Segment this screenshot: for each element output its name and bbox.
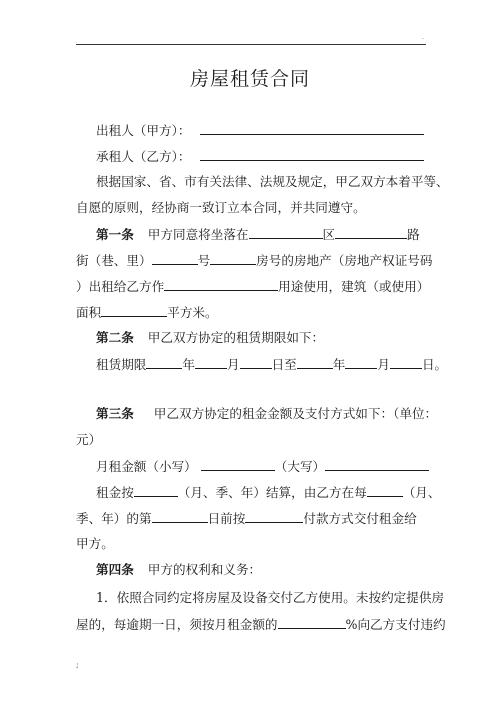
article-1-line-1: 第一条 甲方同意将坐落在 区 路 [96, 227, 420, 242]
article-1-line-4: 面积 平方米。 [76, 305, 218, 320]
preamble-line-2: 自愿的原则，经协商一致订立本合同，并共同遵守。 [76, 200, 366, 215]
lessor-blank[interactable] [200, 121, 424, 135]
article-3-line-2: 元） [76, 432, 102, 447]
article-3-line-1: 第三条 甲乙双方协定的租金金额及支付方式如下：（单位： [96, 406, 438, 421]
header-rule [76, 44, 426, 45]
article-3-line-4: 租金按 （月、季、年）结算，由乙方在每 （月、 [96, 485, 441, 500]
district-blank[interactable] [249, 225, 323, 239]
footer-mark: ; [76, 660, 79, 669]
end-day-blank[interactable] [390, 355, 422, 369]
lane-blank[interactable] [152, 251, 198, 265]
lessor-label: 出租人（甲方）： [96, 123, 191, 138]
article-2-line-1: 第二条 甲乙双方协定的租赁期限如下： [96, 330, 325, 345]
rent-small-blank[interactable] [201, 457, 275, 471]
day-no-blank[interactable] [152, 509, 208, 523]
rent-big-blank[interactable] [325, 457, 429, 471]
lessee-line [96, 147, 424, 166]
article-3-line-5: 季、年）的第 日前按 付款方式交付租金给 [76, 511, 417, 526]
start-day-blank[interactable] [240, 355, 272, 369]
article-1-line-2: 街（巷、里） 号 房号的房地产（房地产权证号码 [76, 253, 433, 268]
each-period-blank[interactable] [367, 483, 403, 497]
article-1-heading: 第一条 [96, 227, 134, 242]
number-blank[interactable] [210, 251, 256, 265]
penalty-rate-blank[interactable] [278, 615, 346, 629]
start-month-blank[interactable] [195, 355, 227, 369]
use-blank[interactable] [164, 277, 278, 291]
area-blank[interactable] [101, 303, 167, 317]
article-4-line-1: 第四条 甲方的权利和义务： [96, 562, 262, 577]
settle-period-blank[interactable] [134, 483, 178, 497]
article-4-item-1-line-1: 1．依照合同约定将房屋及设备交付乙方使用。未按约定提供房 [96, 590, 445, 605]
road-blank[interactable] [335, 225, 407, 239]
lessee-blank[interactable] [200, 147, 424, 161]
article-3-line-6: 甲方。 [76, 536, 114, 551]
article-2-line-2: 租赁期限 年 月 日至 年 月 日。 [96, 357, 448, 372]
end-year-blank[interactable] [297, 355, 333, 369]
start-year-blank[interactable] [146, 355, 182, 369]
article-1-line-3: ）出租给乙方作 用途使用，建筑（或使用） [76, 279, 430, 294]
article-4-item-1-line-2: 屋的，每逾期一日，须按月租金额的 %向乙方支付违约 [76, 617, 446, 632]
lessee-label: 承租人（乙方）： [96, 149, 191, 164]
article-2-heading: 第二条 [96, 330, 134, 345]
article-4-heading: 第四条 [96, 562, 134, 577]
end-month-blank[interactable] [345, 355, 377, 369]
document-title: 房屋租赁合同 [189, 68, 310, 90]
header-dot: · [422, 36, 424, 43]
preamble-line-1: 根据国家、省、市有关法律、法规及规定，甲乙双方本着平等、 [96, 174, 449, 189]
lessor-line [96, 121, 424, 140]
article-3-line-3: 月租金额（小写） （大写） [96, 457, 429, 476]
payment-method-blank[interactable] [245, 509, 303, 523]
article-3-heading: 第三条 [96, 406, 134, 421]
